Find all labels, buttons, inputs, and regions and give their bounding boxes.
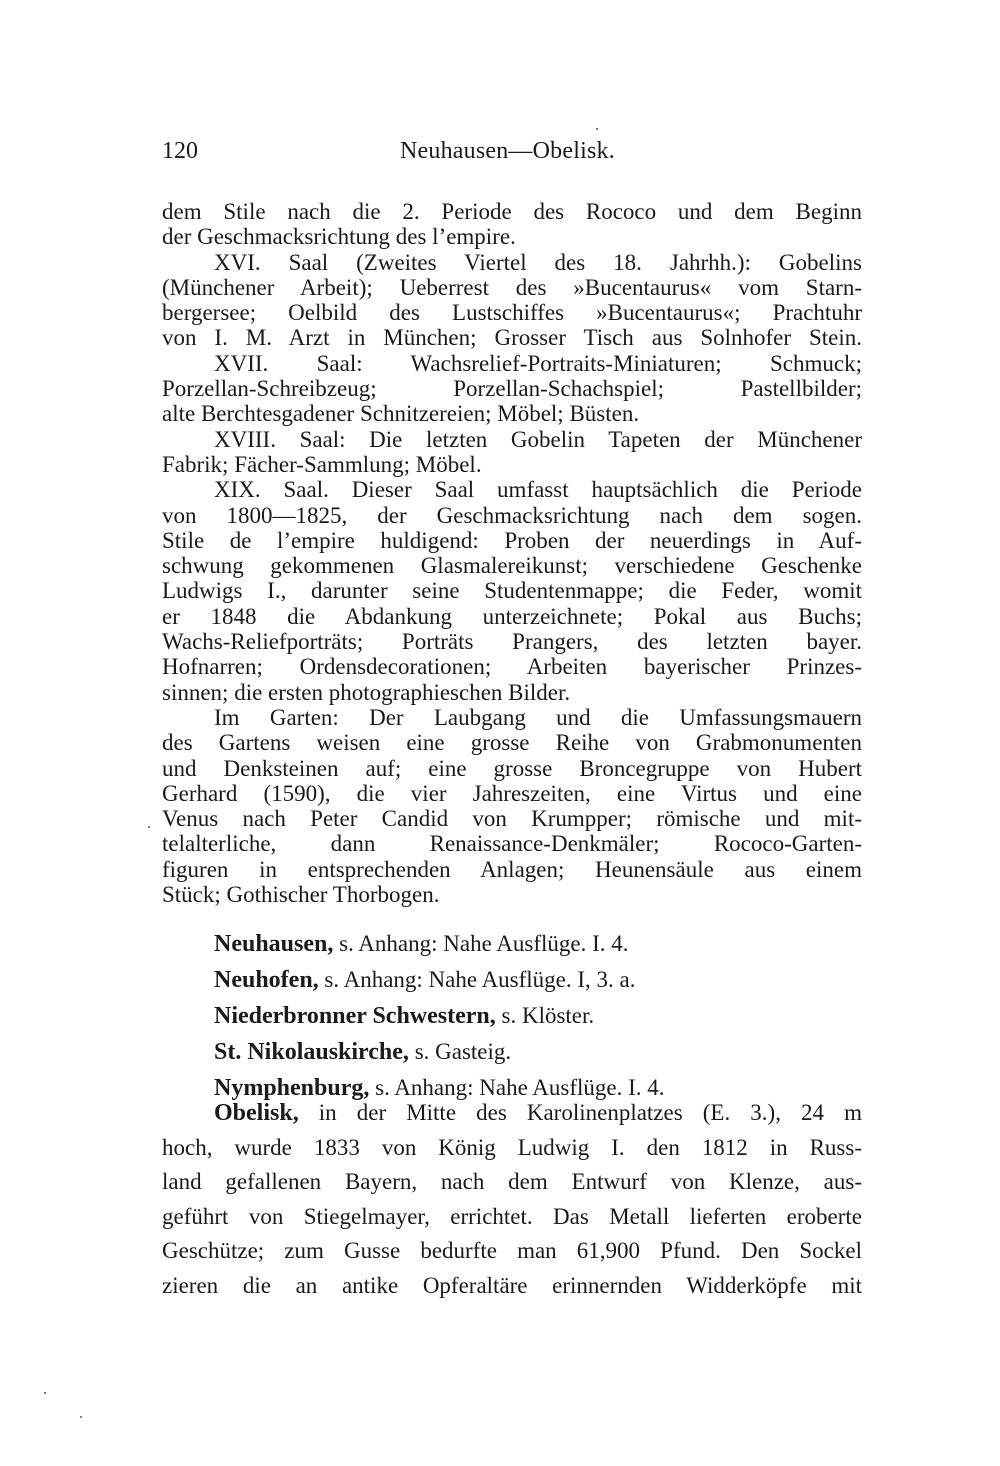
- text-line: geführt von Stiegelmayer, errichtet. Das Metall lieferten eroberte: [162, 1203, 862, 1229]
- text-line: der Geschmacksrichtung des l’empire.: [162, 224, 516, 250]
- text-line: Hofnarren; Ordensdecorationen; Arbeiten bayerischer Prinzes-: [162, 654, 862, 680]
- entry-text: in der Mitte des Karolinenplatzes (E. 3.), 24 m: [298, 1100, 862, 1125]
- text-line: und Denksteinen auf; eine grosse Broncegruppe von Hubert: [162, 755, 862, 781]
- text-line: Stück; Gothischer Thorbogen.: [162, 882, 440, 908]
- text-line: Wachs-Reliefporträts; Porträts Prangers, des letzten bayer.: [162, 629, 862, 655]
- index-entry: [162, 998, 862, 1034]
- text-line: sinnen; die ersten photographieschen Bilder.: [162, 679, 571, 705]
- entry-text: s. Anhang: Nahe Ausflüge. I, 3. a.: [318, 967, 636, 992]
- paper-speck: [80, 1416, 82, 1418]
- index-entries: [162, 926, 862, 1106]
- entry-term: Obelisk,: [214, 1100, 299, 1126]
- section-text: [162, 199, 862, 907]
- entry-text: s. Anhang: Nahe Ausflüge. I. 4.: [333, 931, 629, 956]
- text-line: Gerhard (1590), die vier Jahreszeiten, eine Virtus und eine: [162, 780, 862, 806]
- text-line: dem Stile nach die 2. Periode des Rococo und dem Beginn: [162, 199, 862, 224]
- text-line: Ludwigs I., darunter seine Studentenmappe; die Feder, womit: [162, 578, 862, 604]
- entry-term: St. Nikolauskirche,: [214, 1039, 409, 1065]
- text-line: schwung gekommenen Glasmalereikunst; verschiedene Geschenke: [162, 553, 862, 579]
- entry-text: s. Gasteig.: [408, 1039, 512, 1064]
- paper-speck: [596, 128, 598, 130]
- paper-speck: [44, 1392, 46, 1394]
- text-line: hoch, wurde 1833 von König Ludwig I. den 1812 in Russ-: [162, 1134, 862, 1160]
- text-line: zieren die an antike Opferaltäre erinnernden Widderköpfe mit: [162, 1272, 862, 1298]
- index-entry: [162, 1034, 862, 1070]
- entry-term: Neuhofen,: [214, 967, 319, 993]
- text-line: Stile de l’empire huldigend: Proben der neuerdings in Auf-: [162, 527, 862, 553]
- entry-text: s. Klöster.: [495, 1003, 595, 1028]
- running-head: Neuhausen—Obelisk.: [400, 138, 615, 164]
- text-line: von 1800—1825, der Geschmacksrichtung nach dem sogen.: [162, 502, 862, 528]
- entry-term: Neuhausen,: [214, 931, 334, 957]
- text-line: figuren in entsprechenden Anlagen; Heunensäule aus einem: [162, 856, 862, 882]
- text-line: XVIII. Saal: Die letzten Gobelin Tapeten der Münchener: [214, 426, 862, 452]
- text-line: von I. M. Arzt in München; Grosser Tisch aus Solnhofer Stein.: [162, 325, 862, 351]
- text-line: [162, 1096, 862, 1131]
- entry-term: Nymphenburg,: [214, 1075, 370, 1101]
- page-number: 120: [162, 138, 198, 164]
- text-line: bergersee; Oelbild des Lustschiffes »Bucentaurus«; Prachtuhr: [162, 300, 862, 326]
- text-line: alte Berchtesgadener Schnitzereien; Möbel; Büsten.: [162, 401, 640, 427]
- text-line: Porzellan-Schreibzeug; Porzellan-Schachspiel; Pastellbilder;: [162, 376, 862, 402]
- text-line: land gefallenen Bayern, nach dem Entwurf von Klenze, aus-: [162, 1169, 862, 1194]
- text-line: (Münchener Arbeit); Ueberrest des »Bucentaurus« vom Starn-: [162, 274, 862, 300]
- text-line: er 1848 die Abdankung unterzeichnete; Pokal aus Buchs;: [162, 603, 862, 629]
- text-line: XVII. Saal: Wachsrelief-Portraits-Miniaturen; Schmuck;: [214, 350, 862, 376]
- index-entry: [162, 962, 862, 998]
- page-header: [162, 138, 862, 178]
- text-line: Im Garten: Der Laubgang und die Umfassungsmauern: [214, 704, 862, 730]
- paper-speck: [148, 826, 150, 828]
- text-line: XVI. Saal (Zweites Viertel des 18. Jahrhh.): Gobelins: [214, 249, 862, 275]
- index-entry: [162, 926, 862, 962]
- text-line: XIX. Saal. Dieser Saal umfasst hauptsächlich die Periode: [214, 477, 862, 503]
- text-line: telalterliche, dann Renaissance-Denkmäler; Rococo-Garten-: [162, 831, 862, 857]
- text-line: Venus nach Peter Candid von Krumpper; römische und mit-: [162, 806, 862, 832]
- text-line: Geschütze; zum Gusse bedurfte man 61,900 Pfund. Den Sockel: [162, 1238, 862, 1263]
- obelisk-entry: [162, 1096, 862, 1303]
- text-line: des Gartens weisen eine grosse Reihe von Grabmonumenten: [162, 730, 862, 756]
- entry-text: s. Anhang: Nahe Ausflüge. I. 4.: [369, 1075, 665, 1100]
- text-line: Fabrik; Fächer-Sammlung; Möbel.: [162, 451, 482, 477]
- entry-term: Niederbronner Schwestern,: [214, 1003, 496, 1029]
